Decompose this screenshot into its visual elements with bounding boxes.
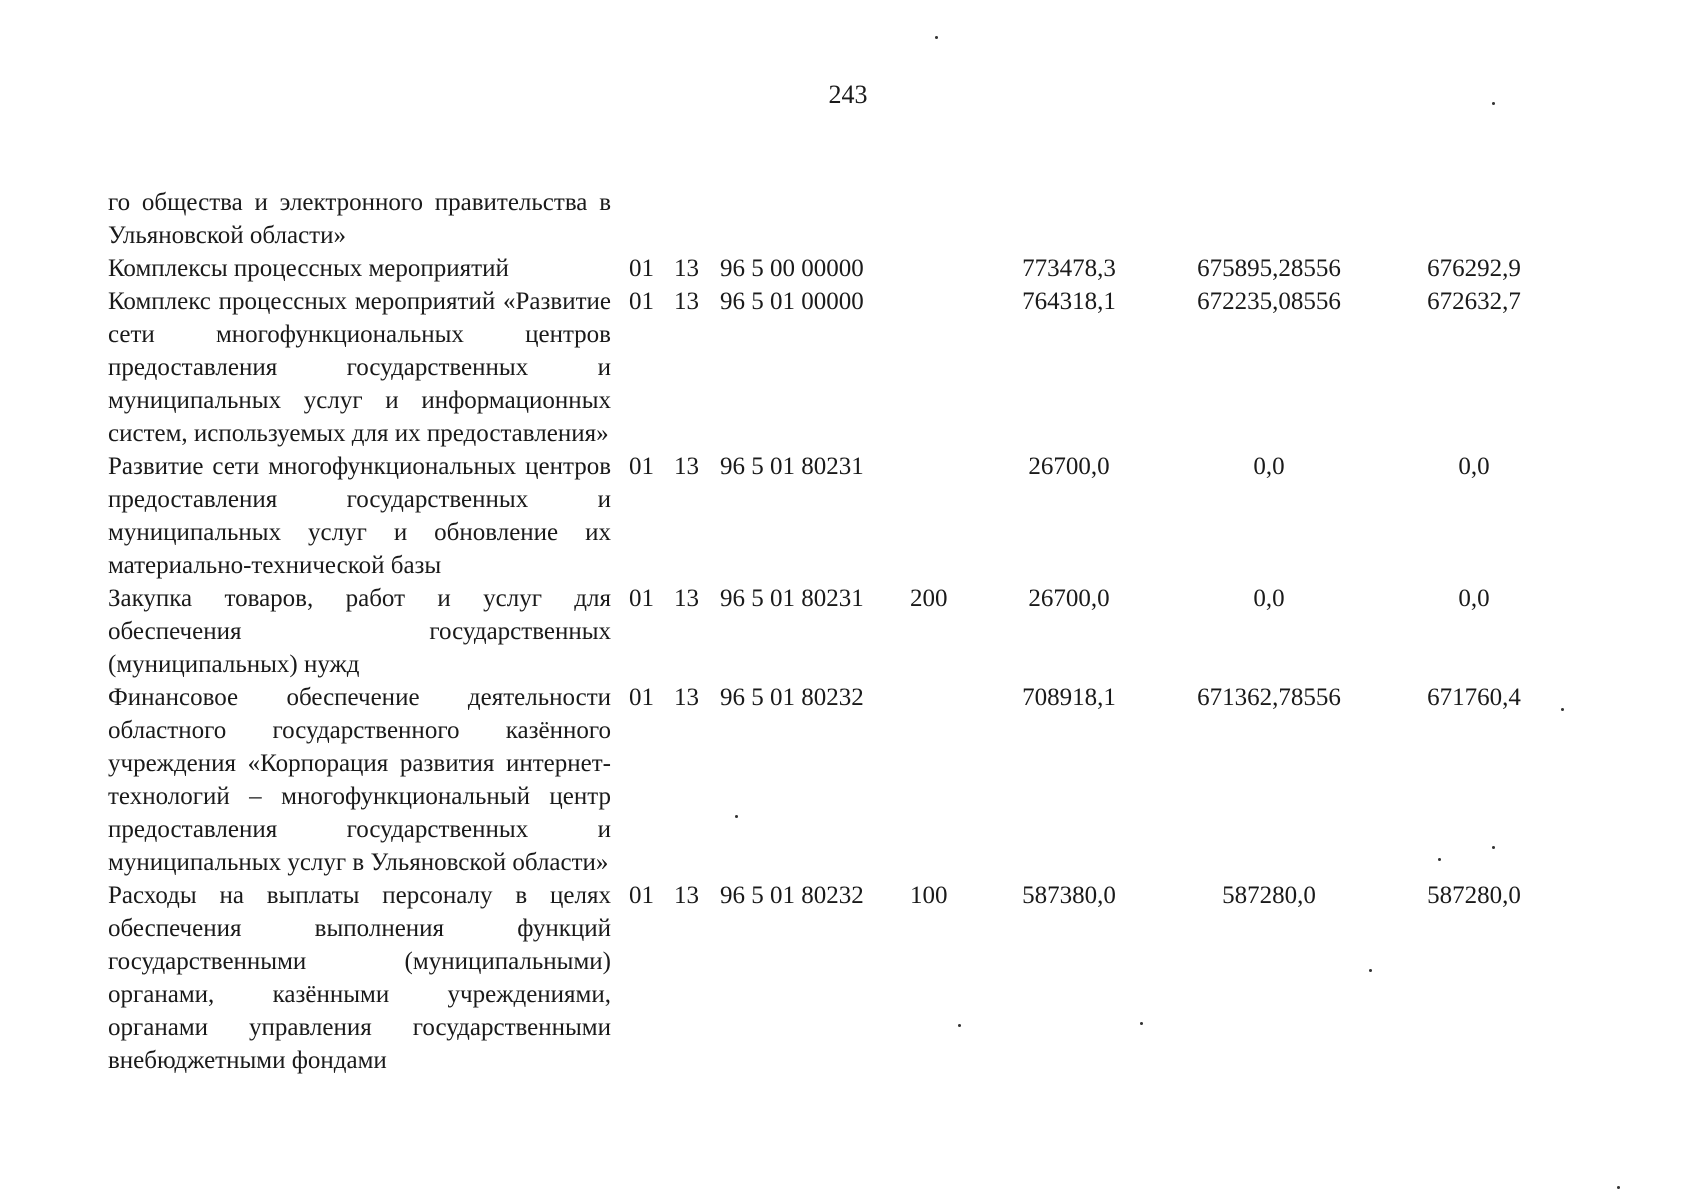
row-year3: 587280,0 [1427,882,1521,909]
row-year3 [1374,186,1574,252]
row-article: 96 5 01 80232 [720,684,864,711]
row-expense-type [904,252,974,285]
scan-speck [935,36,938,39]
row-subsection [668,186,714,252]
row-name: Финансовое обеспечение деятельности областного государственного казённого учреждения «Корпорация развития интернет-технологий – многофункциональный центр предоставления государственных и муниципальных услуг в Ульяновской области» [108,684,611,876]
row-expense-type: 200 [910,585,948,612]
row-year2: 0,0 [1253,585,1285,612]
scan-speck [1140,1022,1143,1025]
table-row [108,681,1574,879]
row-year3: 676292,9 [1427,255,1521,282]
scan-speck [1617,1186,1620,1189]
row-expense-type [904,681,974,879]
scan-speck [1438,858,1441,861]
table-row [108,879,1574,1077]
row-name: Расходы на выплаты персоналу в целях обеспечения выполнения функций государственными (муниципальными) органами, казёнными учреждениями, органами управления государственными внебюджетными фондами [108,882,611,1074]
row-year1: 773478,3 [1022,255,1116,282]
row-year1 [974,186,1164,252]
row-article: 96 5 01 80231 [720,585,864,612]
scan-speck [1492,846,1495,849]
row-subsection: 13 [674,684,699,711]
row-year3: 0,0 [1458,453,1490,480]
row-year1: 26700,0 [1028,453,1110,480]
row-article: 96 5 01 00000 [720,288,864,315]
row-year2 [1164,186,1374,252]
row-name: Комплексы процессных мероприятий [108,255,509,282]
scan-speck [1561,708,1564,711]
row-year2: 0,0 [1253,453,1285,480]
table-row [108,582,1574,681]
row-name: Развитие сети многофункциональных центров предоставления государственных и муниципальных услуг и обновление их материально-технической базы [108,453,611,579]
row-article [714,186,904,252]
scan-speck [958,1024,961,1027]
row-name: Комплекс процессных мероприятий «Развитие сети многофункциональных центров предоставления государственных и муниципальных услуг и информационных систем, используемых для их предоставления» [108,288,611,447]
row-year3: 672632,7 [1427,288,1521,315]
budget-table [108,186,1574,1077]
row-year2: 671362,78556 [1197,684,1341,711]
row-year1: 708918,1 [1022,684,1116,711]
row-year1: 587380,0 [1022,882,1116,909]
row-year3: 0,0 [1458,585,1490,612]
row-subsection: 13 [674,255,699,282]
table-row [108,285,1574,450]
row-year3: 671760,4 [1427,684,1521,711]
row-expense-type: 100 [910,882,948,909]
row-expense-type [904,285,974,450]
row-expense-type [904,450,974,582]
row-expense-type [904,186,974,252]
row-article: 96 5 01 80231 [720,453,864,480]
row-subsection: 13 [674,288,699,315]
row-article: 96 5 00 00000 [720,255,864,282]
row-year2: 587280,0 [1222,882,1316,909]
table-row [108,186,1574,252]
row-subsection: 13 [674,882,699,909]
table-row [108,450,1574,582]
row-section: 01 [629,684,654,711]
row-year1: 764318,1 [1022,288,1116,315]
scan-speck [1492,102,1495,105]
row-section: 01 [629,288,654,315]
row-section: 01 [629,255,654,282]
row-year2: 675895,28556 [1197,255,1341,282]
scan-speck [1369,969,1372,972]
row-name: го общества и электронного правительства в Ульяновской области» [108,189,611,249]
row-article: 96 5 01 80232 [720,882,864,909]
row-subsection: 13 [674,453,699,480]
scan-speck [735,815,738,818]
row-subsection: 13 [674,585,699,612]
row-section [623,186,668,252]
table-row [108,252,1574,285]
page-number: 243 [828,80,868,109]
row-section: 01 [629,585,654,612]
row-year2: 672235,08556 [1197,288,1341,315]
row-section: 01 [629,453,654,480]
row-section: 01 [629,882,654,909]
row-name: Закупка товаров, работ и услуг для обеспечения государственных (муниципальных) нужд [108,585,611,678]
row-year1: 26700,0 [1028,585,1110,612]
